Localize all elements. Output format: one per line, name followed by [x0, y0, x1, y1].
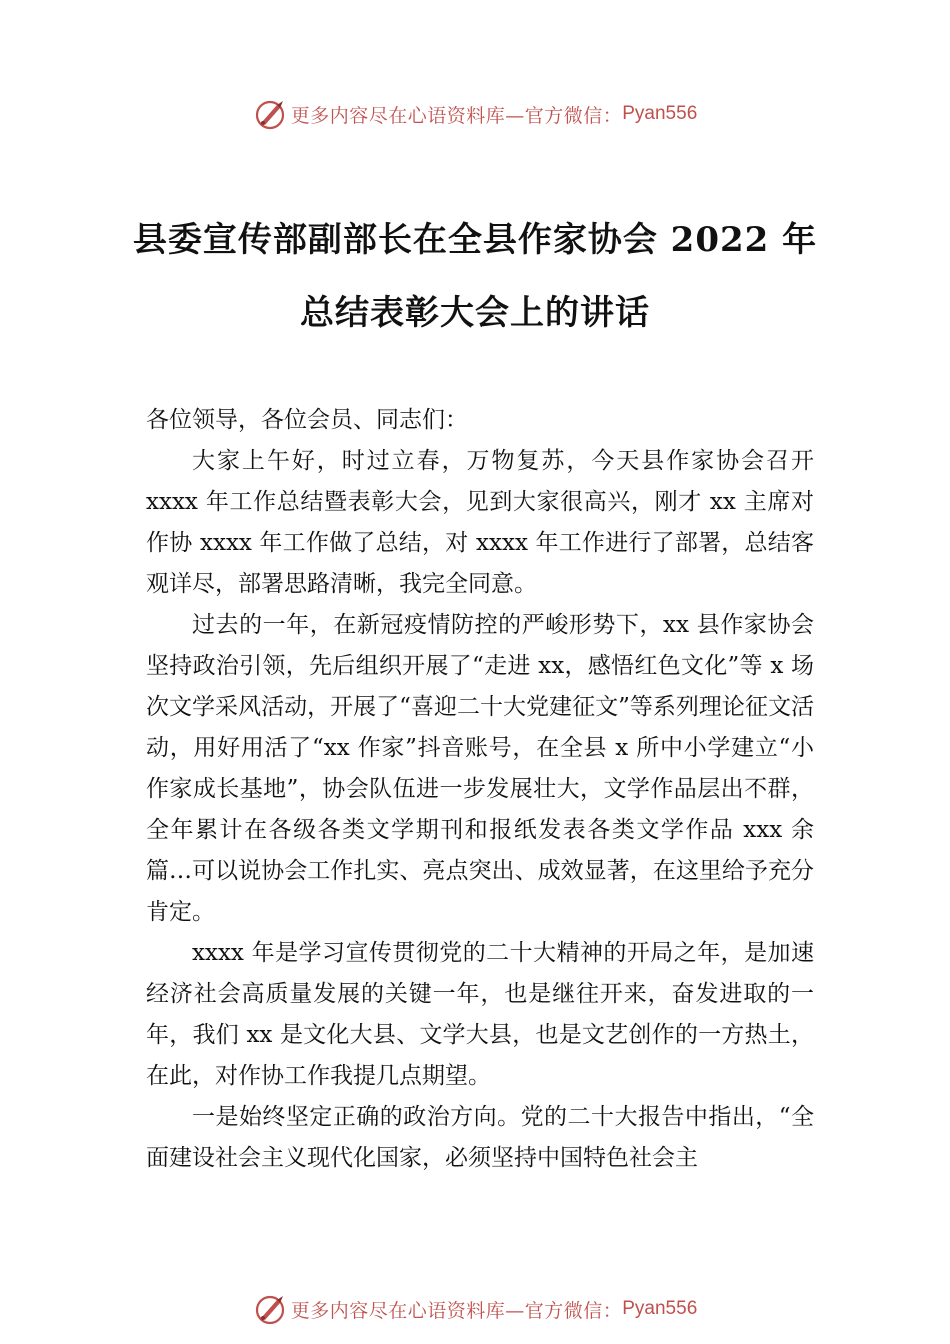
paragraph-3: xxxx 年是学习宣传贯彻党的二十大精神的开局之年，是加速经济社会高质量发展的关键一年，也是继往开来，奋发进取的一年，我们 xx 是文化大县、文学大县，也是文艺创作的一方热土，在此，对作协工作我提几点期望。: [146, 940, 814, 1089]
quill-logo-icon: [253, 97, 287, 131]
document-title-line-2: 总结表彰大会上的讲话: [300, 293, 650, 333]
footer-banner: [0, 1289, 950, 1329]
banner-text: 更多内容尽在心语资料库—官方微信：: [290, 1299, 623, 1322]
salutation: 各位领导，各位会员、同志们：: [146, 407, 468, 433]
banner-text: 更多内容尽在心语资料库—官方微信：: [290, 104, 623, 127]
paragraph-1: 大家上午好，时过立春，万物复苏，今天县作家协会召开 xxxx 年工作总结暨表彰大会，见到大家很高兴，刚才 xx 主席对作协 xxxx 年工作做了总结，对 xxxx 年工作进行了部署，总结客观详尽，部署思路清晰，我完全同意。: [146, 448, 814, 597]
paragraph-4: 一是始终坚定正确的政治方向。党的二十大报告中指出，“全面建设社会主义现代化国家，必须坚持中国特色社会主: [146, 1104, 814, 1171]
document-body: [146, 400, 814, 1179]
banner-account: Pyan556: [622, 1298, 698, 1319]
banner-account: Pyan556: [622, 103, 698, 124]
quill-logo-icon: [253, 1292, 287, 1326]
document-title-line-1: 县委宣传部副部长在全县作家协会 2022 年: [132, 220, 818, 260]
paragraph-2: 过去的一年，在新冠疫情防控的严峻形势下，xx 县作家协会坚持政治引领，先后组织开展了“走进 xx，感悟红色文化”等 x 场次文学采风活动，开展了“喜迎二十大党建征文”等系列理论征文活动，用好用活了“xx 作家”抖音账号，在全县 x 所中小学建立“小作家成长基地”，协会队伍进一步发展壮大，文学作品层出不群，全年累计在各级各类文学期刊和报纸发表各类文学作品 xxx 余篇…可以说协会工作扎实、亮点突出、成效显著，在这里给予充分肯定。: [146, 612, 814, 925]
header-banner: [0, 94, 950, 134]
